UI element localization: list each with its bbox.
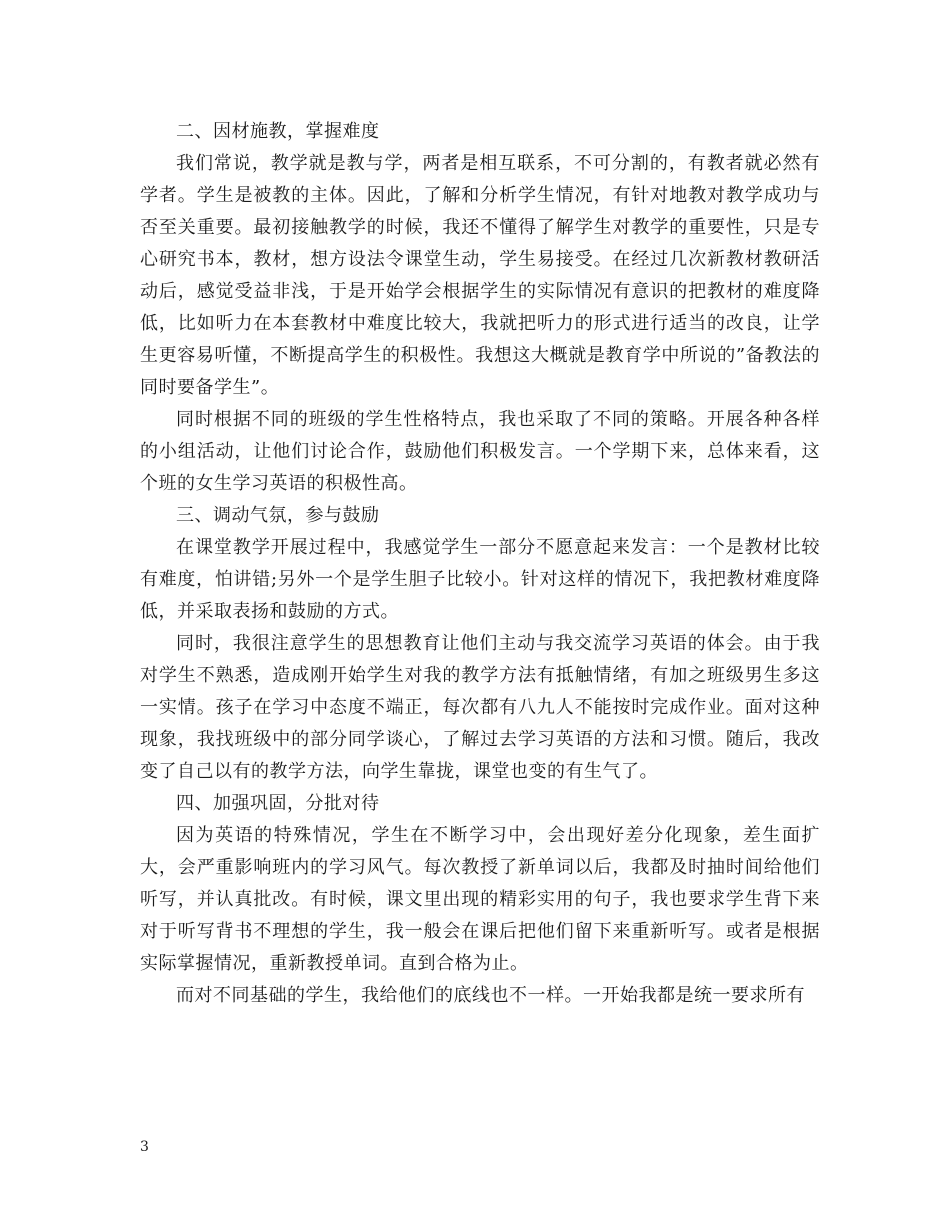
- paragraph: 我们常说，教学就是教与学，两者是相互联系，不可分割的，有教者就必然有学者。学生是被教的主体。因此，了解和分析学生情况，有针对地教对教学成功与否至关重要。最初接触教学的时候，我还不懂得了解学生对教学的重要性，只是专心研究书本，教材，想方设法令课堂生动，学生易接受。在经过几次新教材教研活动后，感觉受益非浅，于是开始学会根据学生的实际情况有意识的把教材的难度降低，比如听力在本套教材中难度比较大，我就把听力的形式进行适当的改良，让学生更容易听懂，不断提高学生的积极性。我想这大概就是教育学中所说的”备教法的同时要备学生”。: [140, 153, 820, 398]
- section-heading-3: 三、调动气氛，参与鼓励: [176, 505, 380, 526]
- section-heading-2: 二、因材施教，掌握难度: [176, 121, 380, 142]
- page-number: 3: [140, 1139, 149, 1155]
- section-heading-4: 四、加强巩固，分批对待: [176, 793, 380, 814]
- paragraph: 因为英语的特殊情况，学生在不断学习中，会出现好差分化现象，差生面扩大，会严重影响班内的学习风气。每次教授了新单词以后，我都及时抽时间给他们听写，并认真批改。有时候，课文里出现的精彩实用的句子，我也要求学生背下来对于听写背书不理想的学生，我一般会在课后把他们留下来重新听写。或者是根据实际掌握情况，重新教授单词。直到合格为止。: [140, 825, 820, 974]
- document-body: [140, 116, 820, 1012]
- paragraph: 同时根据不同的班级的学生性格特点，我也采取了不同的策略。开展各种各样的小组活动，让他们讨论合作，鼓励他们积极发言。一个学期下来，总体来看，这个班的女生学习英语的积极性高。: [140, 409, 820, 494]
- paragraph: 而对不同基础的学生，我给他们的底线也不一样。一开始我都是统一要求所有: [176, 985, 805, 1006]
- paragraph: 同时，我很注意学生的思想教育让他们主动与我交流学习英语的体会。由于我对学生不熟悉，造成刚开始学生对我的教学方法有抵触情绪，有加之班级男生多这一实情。孩子在学习中态度不端正，每次都有八九人不能按时完成作业。面对这种现象，我找班级中的部分同学谈心，了解过去学习英语的方法和习惯。随后，我改变了自己以有的教学方法，向学生靠拢，课堂也变的有生气了。: [140, 633, 820, 782]
- paragraph: 在课堂教学开展过程中，我感觉学生一部分不愿意起来发言：一个是教材比较有难度，怕讲错;另外一个是学生胆子比较小。针对这样的情况下，我把教材难度降低，并采取表扬和鼓励的方式。: [140, 537, 820, 622]
